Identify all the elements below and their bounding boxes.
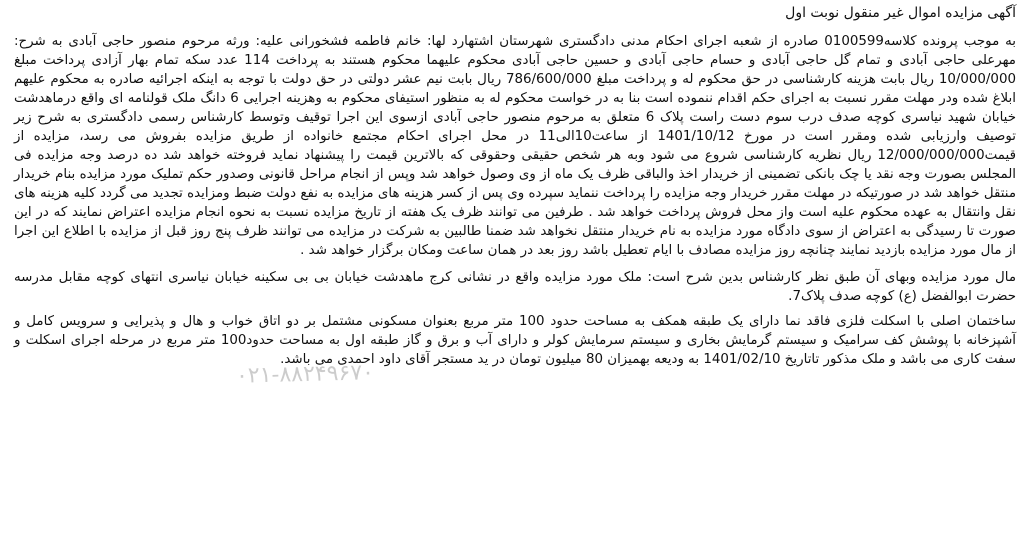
notice-paragraph-main: به موجب پرونده کلاسه0100599 صادره از شعبه اجرای احکام مدنی دادگستری شهرستان اشتهارد لها: خانم فاطمه فشخورانی علیه: ورثه مرحوم منصور حاجی آبادی به شرح: مهرعلی حاجی آبادی و تمام گل حاجی آبادی و حسام حاجی آبادی و حسین حاجی آبادی محکوم علیهما محکوم هستند به پرداخت 114 عدد سکه تمام بهار آزادی پرداخت مبلغ 10/000/000 ریال بابت هزینه کارشناسی در حق محکوم له و پرداخت مبلغ 786/600/000 ریال بابت نیم عشر دولتی در حق دولت با توجه به اینکه اجرائیه صادره به محکوم علیهم ابلاغ شده ودر مهلت مقرر نسبت به اجرای حکم اقدام ننموده است بنا به در خواست محکوم له به منظور استیفای محکوم به وهزینه اجرایی 6 دانگ ملک قولنامه ای واقع درماهدشت خیابان شهید نیاسری کوچه صدف درب سوم دست راست پلاک 6 متعلق به مرحوم منصور حاجی آبادی ازسوی این اجرا توقیف وتوسط کارشناس رسمی دادگستری به شرح زیر توصیف وارزیابی شده ومقرر است در مورخ 1401/10/12 از ساعت10الی11 در محل اجرای احکام مجتمع خانواده از طریق مزایده بفروش می رسد، مزایده از قیمت12/000/000/000 ریال نظریه کارشناسی شروع می شود وبه هر شخص حقیقی وحقوقی که بالاترین قیمت را پیشنهاد نماید فروخته خواهد شد ده درصد وجه مزایده فی المجلس بصورت وجه نقد یا چک بانکی تضمینی از خریدار اخذ والباقی ظرف یک ماه از وی وصول خواهد شد وپس از انجام مراحل قانونی وصدور حکم تملیک مورد مزایده بنام خریدار منتقل خواهد شد در صورتیکه در مهلت مقرر خریدار وجه مزایده را پرداخت ننماید سپرده وی پس از کسر هزینه های مزایده به نفع دولت ضبط ومزایده تجدید می گردد کلیه هزینه های نقل وانتقال به عهده محکوم علیه است واز محل فروش پرداخت خواهد شد . طرفین می توانند ظرف یک هفته از تاریخ مزایده نسبت به نحوه انجام مزایده اعتراض نمایند که در این صورت تا رسیدگی به اعتراض از سوی دادگاه مورد مزایده به نام خریدار منتقل نخواهد شد ضمنا طالبین به شرکت در مزایده می توانند ظرف پنج روز قبل از مزایده با اطلاع این اجرا از مال مورد مزایده بازدید نمایند چنانچه روز مزایده مصادف با ایام تعطیل باشد روز بعد در همان ساعت ومکان برگزار خواهد شد .	[14, 34, 1017, 258]
phone-watermark: ۰۲۱-۸۸۲۴۹۶۷۰	[235, 360, 375, 389]
notice-paragraph-property: مال مورد مزایده وبهای آن طبق نظر کارشناس بدین شرح است: ملک مورد مزایده واقع در نشانی کرج ماهدشت خیابان بی بی سکینه خیابان نیاسری انتهای کوچه مقابل مدرسه حضرت ابوالفضل (ع) کوچه صدف پلاک7.	[14, 270, 1016, 304]
auction-notice	[14, 4, 1016, 372]
notice-paragraph-building: ساختمان اصلی با اسکلت فلزی فاقد نما دارای یک طبقه همکف به مساحت حدود 100 متر مربع بعنوان مسکونی مشتمل بر دو اتاق خواب و هال و پذیرایی و سرویس کامل و آشپزخانه با پوشش کف سرامیک و سیستم گرمایش بخاری و سیستم سرمایش کولر و دارای آب و برق و گاز طبقه اول به مساحت حدود100 متر مربع در مرحله اجرای اسکلت و سفت کاری می باشد و ملک مذکور تاتاریخ 1401/02/10 به ودیعه بهمیزان 80 میلیون تومان در ید مستجر آقای داود احمدی می باشد.	[14, 314, 1017, 367]
notice-title: آگهی مزایده اموال غیر منقول نوبت اول	[785, 5, 1016, 21]
